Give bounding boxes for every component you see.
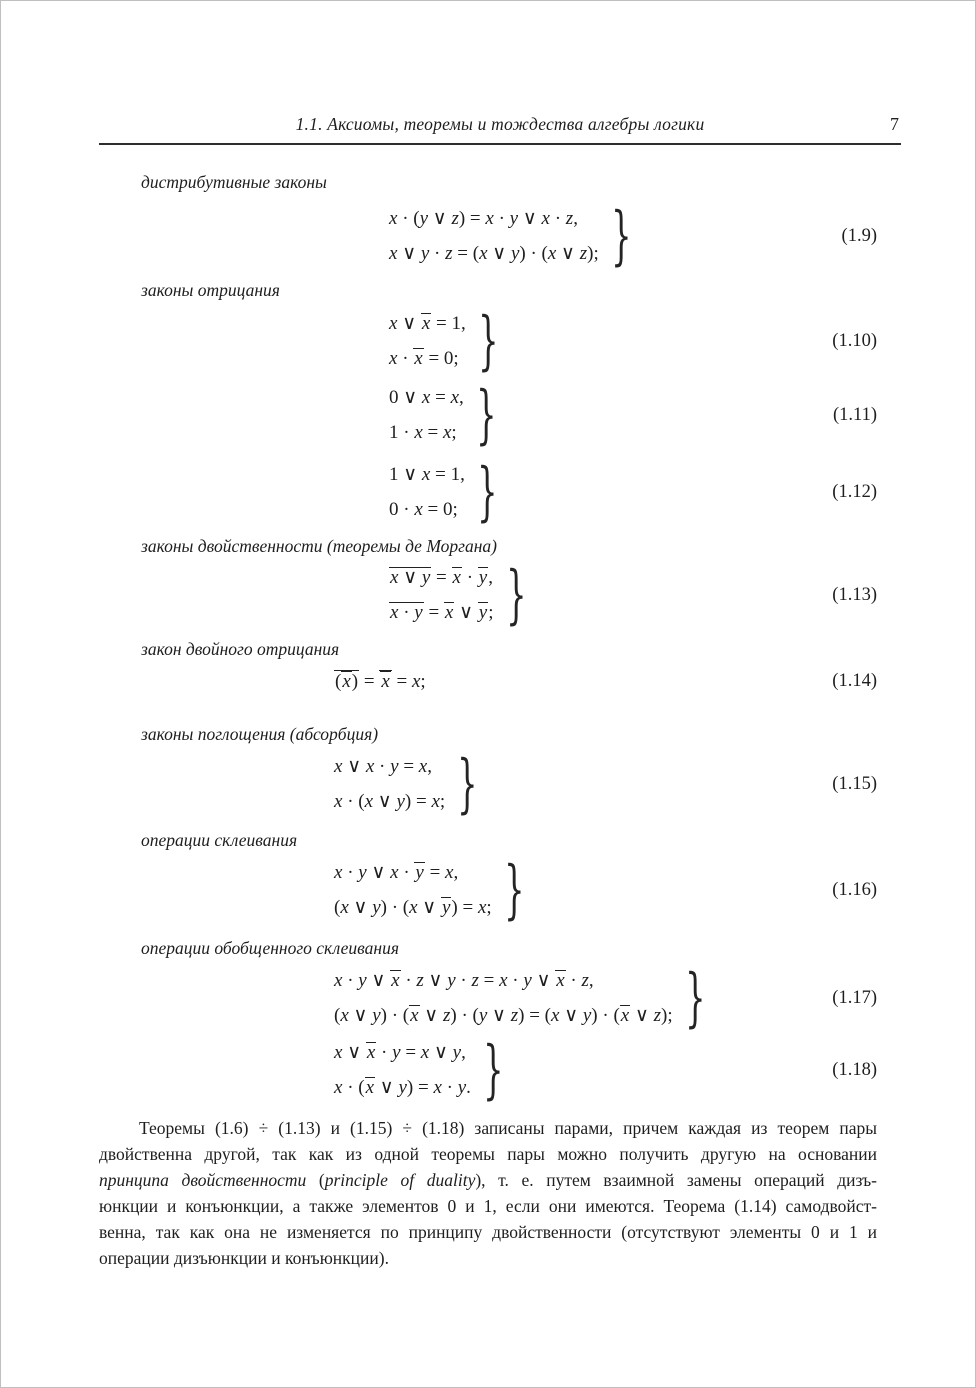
equation-number: (1.16) bbox=[832, 879, 877, 900]
equation-block-1-18 bbox=[99, 1035, 877, 1105]
equation-number: (1.17) bbox=[832, 987, 877, 1008]
page-header bbox=[99, 113, 901, 145]
section-heading-distributive: дистрибутивные законы bbox=[141, 172, 327, 192]
equation-block-1-16 bbox=[99, 855, 877, 925]
equation-number: (1.10) bbox=[832, 330, 877, 351]
right-brace-icon: } bbox=[503, 853, 525, 927]
equation-number: (1.9) bbox=[841, 225, 877, 246]
page-number: 7 bbox=[890, 114, 899, 134]
equation-rows bbox=[334, 855, 492, 925]
equation-rows bbox=[334, 664, 426, 699]
equation-rows bbox=[389, 560, 494, 630]
equation-line: x · (y ∨ z) = x · y ∨ x · z, bbox=[389, 208, 578, 229]
equation-block-1-9 bbox=[99, 201, 877, 271]
equation-rows bbox=[334, 963, 673, 1033]
equation-rows bbox=[334, 1035, 471, 1105]
equation-rows bbox=[389, 201, 599, 271]
equation-line: x · y = x ∨ y; bbox=[390, 602, 494, 623]
equation-line: x · y ∨ x · z ∨ y · z = x · y ∨ x · z, bbox=[334, 970, 594, 991]
paragraph-line: двойственна другой, так как из одной теоремы пары можно получить другую на основании bbox=[99, 1144, 877, 1164]
equation-rows bbox=[389, 457, 465, 527]
equation-rows bbox=[334, 749, 445, 819]
equation-number: (1.13) bbox=[832, 584, 877, 605]
paragraph-line: венна, так как она не изменяется по принципу двойственности (отсутствуют элементы 0 и 1 и bbox=[99, 1222, 877, 1242]
right-brace-icon: } bbox=[477, 304, 499, 378]
equation-line: x · y ∨ x · y = x, bbox=[334, 862, 459, 883]
equation-block-1-11 bbox=[99, 380, 877, 450]
right-brace-icon: } bbox=[610, 199, 632, 273]
paragraph-line: принципа двойственности (principle of duality), т. е. путем взаимной замены операций дизъ- bbox=[99, 1170, 877, 1190]
equation-line: (x ∨ y) · (x ∨ z) · (y ∨ z) = (x ∨ y) · (x ∨ z); bbox=[334, 1005, 673, 1026]
section-heading-generalized-gluing: операции обобщенного склеивания bbox=[141, 938, 399, 958]
equation-line: x ∨ x · y = x, bbox=[334, 756, 432, 777]
equation-block-1-15 bbox=[99, 749, 877, 819]
equation-number: (1.15) bbox=[832, 773, 877, 794]
equation-block-1-13 bbox=[99, 560, 877, 630]
right-brace-icon: } bbox=[457, 747, 478, 821]
body-paragraph bbox=[99, 1115, 877, 1271]
paragraph-line: Теоремы (1.6) ÷ (1.13) и (1.15) ÷ (1.18) записаны парами, причем каждая из теорем пары bbox=[139, 1118, 877, 1138]
equation-number: (1.18) bbox=[832, 1059, 877, 1080]
equation-line: x · (x ∨ y) = x; bbox=[334, 791, 446, 812]
equation-line: 0 · x = 0; bbox=[389, 499, 458, 520]
section-heading-negation: законы отрицания bbox=[141, 280, 280, 300]
section-heading-de-morgan: законы двойственности (теоремы де Моргана) bbox=[141, 536, 497, 556]
section-heading-double-negation: закон двойного отрицания bbox=[141, 639, 340, 659]
section-heading-absorption: законы поглощения (абсорбция) bbox=[141, 724, 379, 744]
equation-line: x ∨ y · z = (x ∨ y) · (x ∨ z); bbox=[389, 243, 599, 264]
equation-line: x · (x ∨ y) = x · y. bbox=[334, 1077, 471, 1098]
equation-number: (1.11) bbox=[832, 404, 877, 425]
equation-line: 1 ∨ x = 1, bbox=[389, 464, 465, 485]
equation-line: (x) = x = x; bbox=[335, 671, 426, 692]
right-brace-icon: } bbox=[684, 961, 706, 1035]
paragraph-line: юнкции и конъюнкции, а также элементов 0 и 1, если они имеются. Теорема (1.14) самодвойст- bbox=[99, 1196, 877, 1216]
equation-block-1-10 bbox=[99, 306, 877, 376]
equation-rows bbox=[389, 306, 466, 376]
running-title: 1.1. Аксиомы, теоремы и тождества алгебры логики bbox=[295, 114, 705, 134]
equation-line: 0 ∨ x = x, bbox=[389, 387, 464, 408]
right-brace-icon: } bbox=[505, 558, 527, 632]
right-brace-icon: } bbox=[477, 455, 498, 529]
paragraph-line: операции дизъюнкции и конъюнкции). bbox=[99, 1248, 389, 1268]
equation-line: x ∨ x · y = x ∨ y, bbox=[334, 1042, 466, 1063]
equation-line: x ∨ x = 1, bbox=[389, 313, 466, 334]
right-brace-icon: } bbox=[483, 1033, 504, 1107]
equation-rows bbox=[389, 380, 464, 450]
equation-line: 1 · x = x; bbox=[389, 422, 457, 443]
equation-line: x ∨ y = x · y, bbox=[390, 567, 493, 588]
right-brace-icon: } bbox=[475, 378, 497, 452]
section-heading-gluing: операции склеивания bbox=[141, 830, 298, 850]
equation-line: x · x = 0; bbox=[389, 348, 459, 369]
equation-number: (1.12) bbox=[832, 481, 877, 502]
equation-block-1-17 bbox=[99, 963, 877, 1033]
equation-block-1-12 bbox=[99, 457, 877, 527]
equation-number: (1.14) bbox=[832, 671, 877, 691]
equation-block-1-14 bbox=[99, 664, 877, 699]
equation-line: (x ∨ y) · (x ∨ y) = x; bbox=[334, 897, 492, 918]
